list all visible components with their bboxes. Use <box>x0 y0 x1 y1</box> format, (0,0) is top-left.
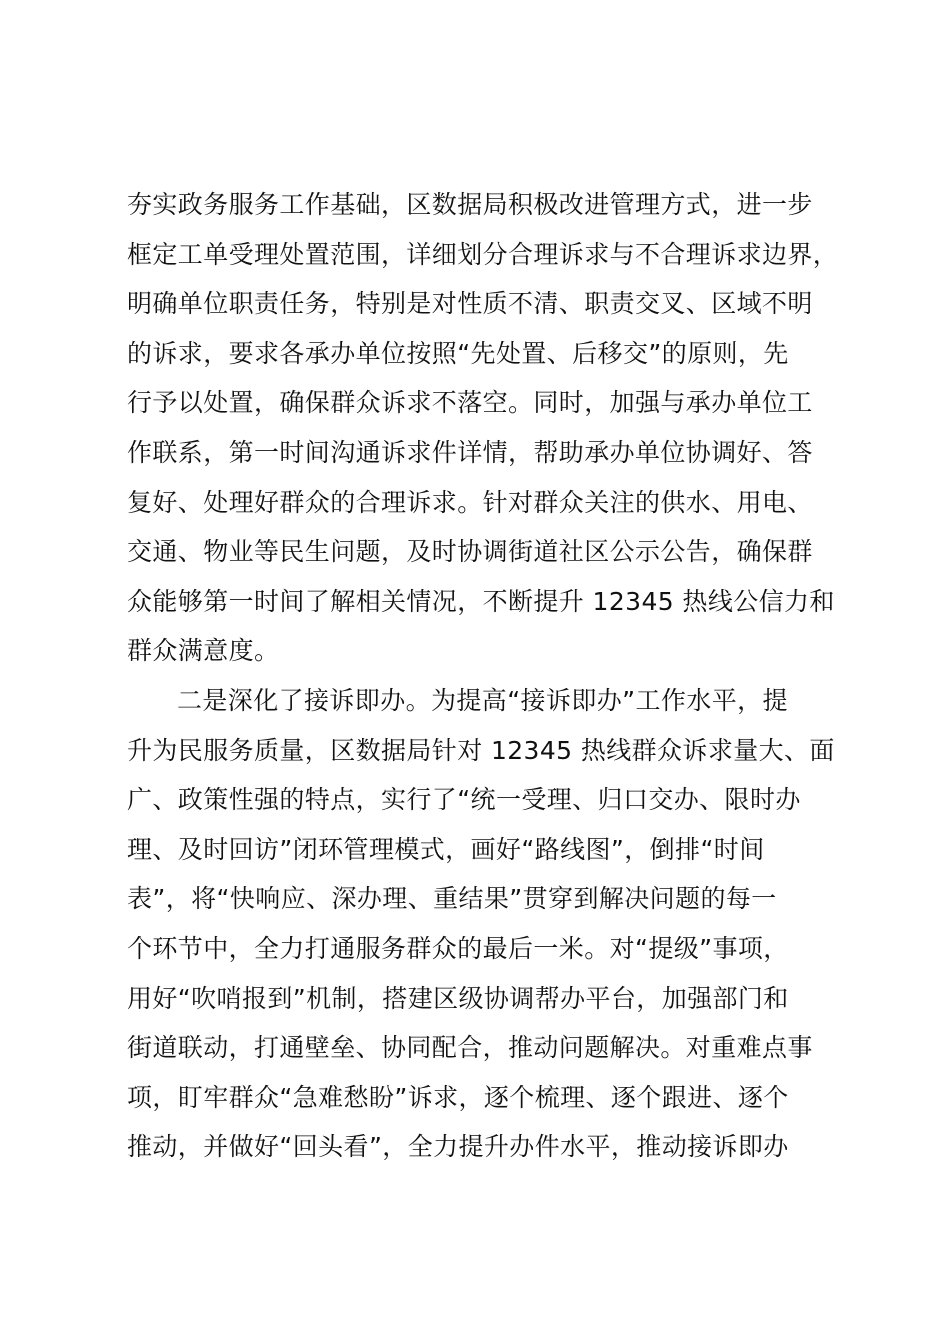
text-line: 理、及时回访”闭环管理模式，画好“路线图”，倒排“时间 <box>127 834 765 864</box>
text-line: 框定工单受理处置范围，详细划分合理诉求与不合理诉求边界， <box>127 239 839 269</box>
document-body <box>127 180 837 1172</box>
text-line: 众能够第一时间了解相关情况，不断提升 12345 热线公信力和 <box>127 586 835 616</box>
text-line: 行予以处置，确保群众诉求不落空。同时，加强与承办单位工 <box>127 388 813 418</box>
text-line: 复好、处理好群众的合理诉求。针对群众关注的供水、用电、 <box>127 487 813 517</box>
text-line: 的诉求，要求各承办单位按照“先处置、后移交”的原则，先 <box>127 338 789 368</box>
text-line: 作联系，第一时间沟通诉求件详情，帮助承办单位协调好、答 <box>127 437 813 467</box>
text-line: 交通、物业等民生问题，及时协调街道社区公示公告，确保群 <box>127 537 813 567</box>
text-line: 项，盯牢群众“急难愁盼”诉求，逐个梳理、逐个跟进、逐个 <box>127 1082 789 1112</box>
paragraph-1 <box>127 180 837 676</box>
text-line: 群众满意度。 <box>127 636 280 666</box>
text-line: 夯实政务服务工作基础，区数据局积极改进管理方式，进一步 <box>127 190 813 219</box>
text-line: 推动，并做好“回头看”，全力提升办件水平，推动接诉即办 <box>127 1132 789 1162</box>
text-line: 升为民服务质量，区数据局针对 12345 热线群众诉求量大、面 <box>127 735 835 765</box>
text-line: 个环节中，全力打通服务群众的最后一米。对“提级”事项， <box>127 933 789 963</box>
text-line: 明确单位职责任务，特别是对性质不清、职责交叉、区域不明 <box>127 289 813 319</box>
text-line: 用好“吹哨报到”机制，搭建区级协调帮办平台，加强部门和 <box>127 983 789 1013</box>
text-line: 二是深化了接诉即办。为提高“接诉即办”工作水平，提 <box>177 685 788 715</box>
text-line: 表”，将“快响应、深办理、重结果”贯穿到解决问题的每一 <box>127 884 777 914</box>
paragraph-2 <box>127 676 837 1172</box>
text-line: 街道联动，打通壁垒、协同配合，推动问题解决。对重难点事 <box>127 1033 813 1063</box>
text-line: 广、政策性强的特点，实行了“统一受理、归口交办、限时办 <box>127 785 801 815</box>
